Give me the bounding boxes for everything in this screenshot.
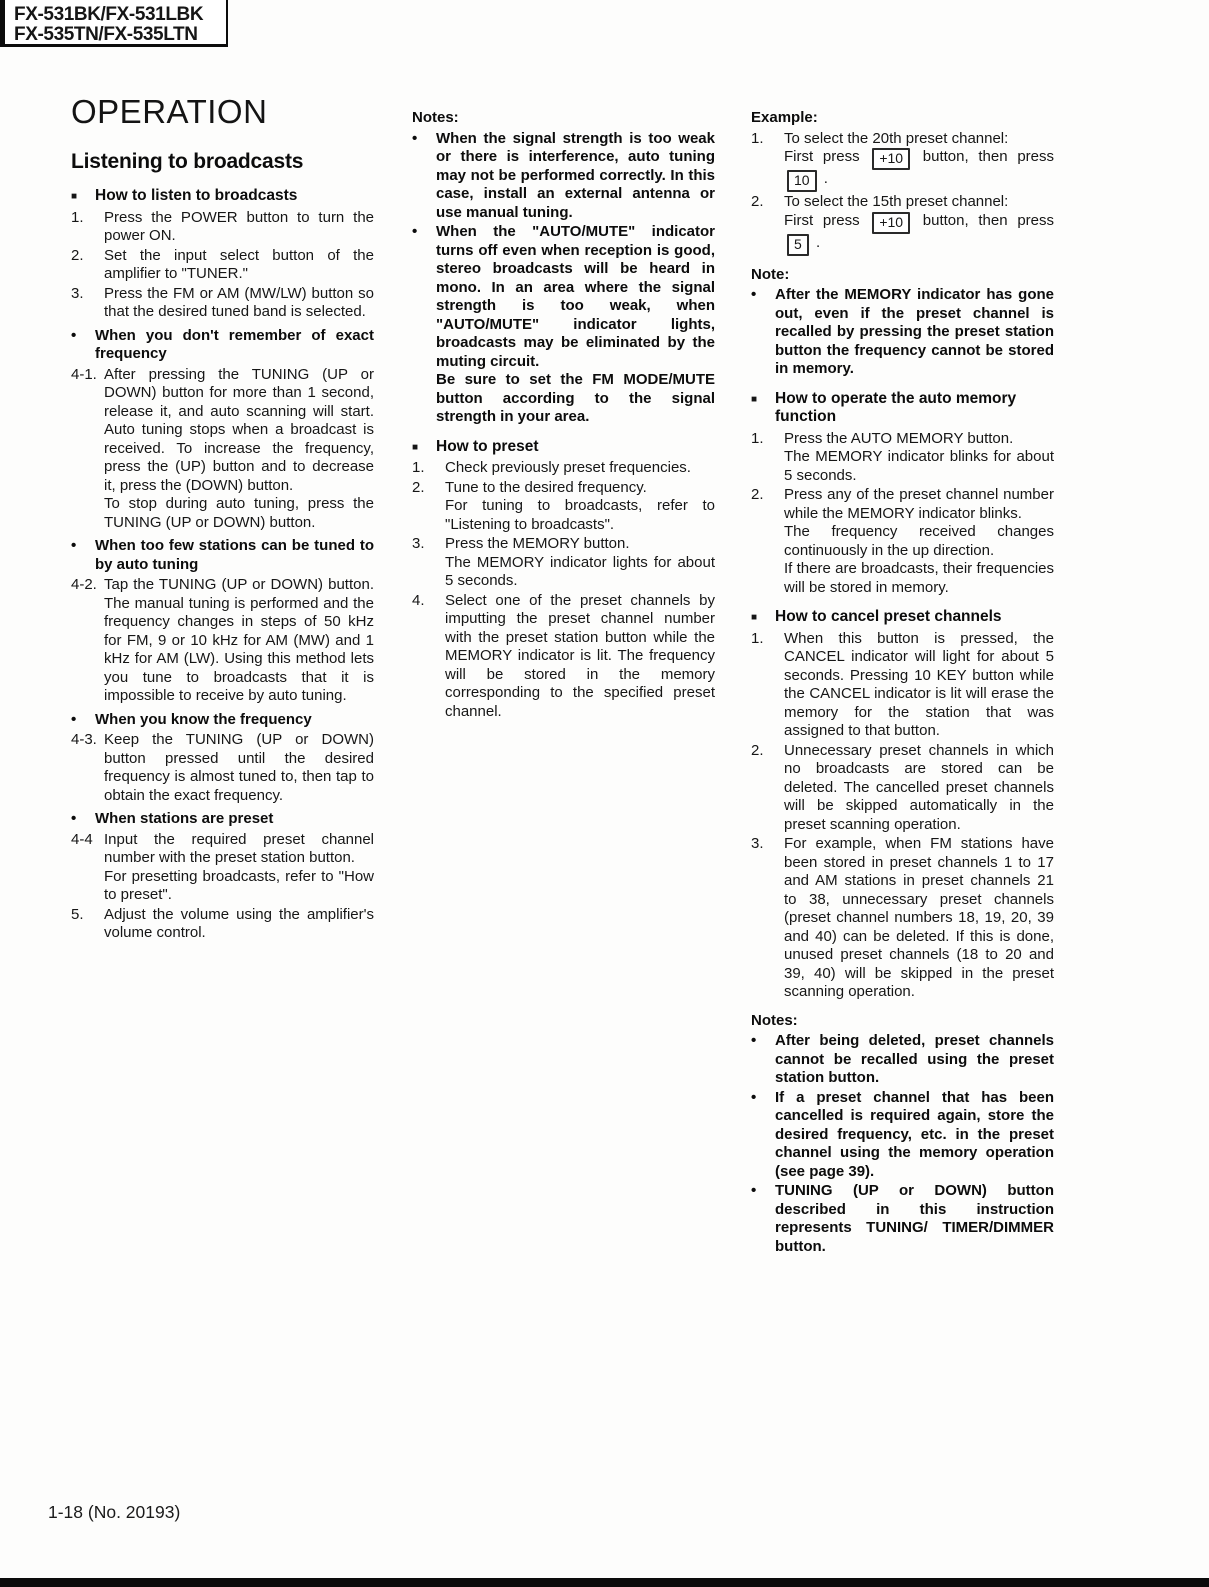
item-number: 4-2. (71, 576, 97, 593)
item-text (784, 193, 1054, 256)
list-item (751, 130, 1054, 193)
paragraph: Press the POWER button to turn the power ON. (104, 208, 374, 244)
square-marker: ■ (751, 393, 758, 405)
model-line-1: FX-531BK/FX-531LBK (14, 4, 204, 25)
note-item (751, 1089, 1054, 1182)
item-number: 3. (71, 284, 84, 302)
item-number: 3. (412, 535, 425, 552)
paragraph: If a preset channel that has been cancelled is required again, store the desired frequency, etc. in the preset channel using the memory operation (see page 39). (775, 1088, 1054, 1180)
bullet-marker: • (412, 129, 418, 147)
paragraph: How to preset (436, 437, 539, 455)
item-text (95, 187, 374, 206)
bullet-marker: • (71, 537, 77, 554)
note-label: Notes: (751, 1011, 798, 1029)
paragraph: How to operate the auto memory function (775, 389, 1017, 425)
item-number: 2. (71, 246, 84, 264)
item-number: 2. (751, 741, 764, 759)
bullet-marker: • (751, 1088, 757, 1106)
model-line-2: FX-535TN/FX-535LTN (14, 24, 198, 45)
square-marker: ■ (412, 441, 419, 453)
paragraph: First press +10 button, then press 5 . (784, 212, 1054, 256)
item-number: 1. (751, 629, 764, 647)
bullet-marker: • (751, 1032, 757, 1049)
item-number: 2. (412, 478, 425, 496)
paragraph: The MEMORY indicator lights for about 5 seconds. (445, 553, 715, 589)
list-item (751, 486, 1054, 597)
paragraph: Adjust the volume using the amplifier's volume control. (104, 905, 374, 941)
list-item (412, 535, 715, 591)
paragraph: Press the FM or AM (MW/LW) button so that the desired tuned band is selected. (104, 284, 374, 320)
paragraph: For presetting broadcasts, refer to "How to preset". (104, 867, 374, 903)
list-item (751, 630, 1054, 741)
paragraph: How to cancel preset channels (775, 608, 1002, 625)
column-3 (751, 99, 1054, 1257)
paragraph: When this button is pressed, the CANCEL indicator will light for about 5 seconds. Pressing 10 KEY button while the CANCEL indicator is lit will erase the memory for the station that was assigned to that button. (784, 629, 1054, 739)
list-item (412, 459, 715, 478)
item-number: 1. (751, 129, 764, 147)
paragraph: When you know the frequency (95, 710, 312, 728)
paragraph: For tuning to broadcasts, refer to "Listening to broadcasts". (445, 497, 715, 533)
bullet-marker: • (751, 286, 757, 303)
square-marker: ■ (71, 191, 78, 202)
item-text (775, 1182, 1054, 1256)
item-text (104, 247, 374, 284)
paragraph: To select the 15th preset channel: (784, 193, 1009, 210)
paragraph: Press the MEMORY button. (445, 535, 630, 552)
list-item (71, 285, 374, 322)
keycap-5: 5 (787, 234, 809, 256)
paragraph: Set the input select button of the amplifier to "TUNER." (104, 246, 374, 282)
list-item (71, 576, 374, 706)
paragraph: How to listen to broadcasts (95, 187, 298, 204)
item-text (436, 438, 715, 457)
item-number: 1. (71, 208, 84, 226)
column-1 (71, 150, 374, 944)
paragraph: When the signal strength is too weak or there is interference, auto tuning may not be performed correctly. In this case, install an external antenna or use manual tuning. (436, 129, 715, 221)
paragraph: The frequency received changes continuously in the up direction. (784, 523, 1054, 559)
subsection-heading (412, 438, 715, 457)
paragraph: TUNING (UP or DOWN) button described in this instruction represents TUNING/ TIMER/DIMMER button. (775, 1182, 1054, 1255)
bullet-heading (71, 711, 374, 730)
item-text (436, 223, 715, 427)
item-text (784, 742, 1054, 835)
item-text (104, 209, 374, 246)
note-item (751, 1182, 1054, 1256)
note-item (751, 1032, 1054, 1088)
bullet-heading (71, 810, 374, 829)
bullet-marker: • (71, 326, 77, 344)
item-text (104, 731, 374, 805)
paragraph: Keep the TUNING (UP or DOWN) button pressed until the desired frequency is almost tuned to, then tap to obtain the exact frequency. (104, 731, 374, 804)
keycap-+10: +10 (872, 212, 910, 234)
item-text (95, 810, 374, 829)
paragraph: Be sure to set the FM MODE/MUTE button according to the signal strength in your area. (436, 371, 715, 425)
paragraph: For example, when FM stations have been stored in preset channels 1 to 17 and AM stations in preset channels 21 to 38, unnecessary preset channels (preset channel numbers 18, 19, 20, 39 and 40) can be deleted. If this is done, unused preset channels (18 to 20 and 39, 40) will be skipped in the preset scanning operation. (784, 835, 1054, 1000)
section-title: Listening to broadcasts (71, 150, 304, 173)
item-text (95, 327, 374, 364)
paragraph: When you don't remember of exact frequency (95, 326, 374, 362)
paragraph: To stop during auto tuning, press the TUNING (UP or DOWN) button. (104, 495, 374, 531)
list-item (412, 592, 715, 722)
page-number: 1-18 (No. 20193) (48, 1502, 181, 1522)
item-text (784, 130, 1054, 193)
list-item (751, 835, 1054, 1002)
bullet-heading (71, 327, 374, 364)
bullet-marker: • (71, 810, 77, 827)
paragraph: If there are broadcasts, their frequencies will be stored in memory. (784, 560, 1054, 596)
item-text (784, 486, 1054, 597)
item-number: 4. (412, 591, 425, 609)
bullet-marker: • (71, 710, 77, 728)
note-label: Example: (751, 109, 818, 126)
paragraph: First press +10 button, then press 10 . (784, 148, 1054, 192)
list-item (71, 906, 374, 943)
list-item (71, 831, 374, 905)
item-text (784, 835, 1054, 1002)
subsection-heading (751, 608, 1054, 627)
subsection-heading (751, 390, 1054, 427)
item-text (775, 390, 1054, 427)
note-label: Note: (751, 265, 790, 283)
keycap-+10: +10 (872, 148, 910, 170)
paragraph: When too few stations can be tuned to by auto tuning (95, 537, 374, 573)
paragraph: Input the required preset channel number with the preset station button. (104, 830, 374, 866)
item-text (784, 630, 1054, 741)
paragraph: Tune to the desired frequency. (445, 478, 647, 496)
item-text (104, 576, 374, 706)
item-text (104, 285, 374, 322)
column-2 (412, 99, 715, 722)
item-number: 4-1. (71, 365, 97, 383)
note-label: Notes: (412, 109, 459, 126)
paragraph: Press the AUTO MEMORY button. (784, 429, 1014, 447)
paragraph: Tap the TUNING (UP or DOWN) button. The manual tuning is performed and the frequency changes in steps of 50 kHz for FM, 9 or 10 kHz for AM (MW) and 1 kHz for AM (LW). Using this method lets you tune to broadcasts that it is impossible to receive by auto tuning. (104, 576, 374, 704)
square-marker: ■ (751, 612, 758, 623)
paragraph: To select the 20th preset channel: (784, 129, 1009, 147)
list-item (751, 430, 1054, 486)
item-text (775, 1089, 1054, 1182)
note-item (412, 223, 715, 427)
item-text (95, 711, 374, 730)
item-text (104, 831, 374, 905)
note-item (751, 286, 1054, 379)
item-text (775, 286, 1054, 379)
note-item (412, 130, 715, 223)
bullet-marker: • (412, 223, 418, 240)
item-text (104, 366, 374, 533)
item-text (436, 130, 715, 223)
subsection-heading (71, 187, 374, 206)
bullet-heading (71, 537, 374, 574)
item-number: 5. (71, 905, 84, 923)
paragraph: When stations are preset (95, 810, 274, 827)
item-text (445, 535, 715, 591)
keycap-10: 10 (787, 170, 817, 192)
bottom-rule (0, 1578, 1209, 1587)
model-number-box (0, 0, 228, 47)
list-item (71, 731, 374, 805)
list-item (751, 742, 1054, 835)
paragraph: Check previously preset frequencies. (445, 459, 691, 476)
paragraph: Press any of the preset channel number while the MEMORY indicator blinks. (784, 486, 1054, 522)
item-number: 4-4 (71, 830, 93, 848)
list-item (71, 209, 374, 246)
bullet-marker: • (751, 1182, 757, 1199)
item-text (775, 1032, 1054, 1088)
item-text (445, 459, 715, 478)
item-number: 1. (412, 459, 425, 476)
paragraph: When the "AUTO/MUTE" indicator turns off even when reception is good, stereo broadcasts will be heard in mono. In an area where the signal strength is too weak, when "AUTO/MUTE" indicator lights, broadcasts may be eliminated by the muting circuit. (436, 223, 715, 370)
paragraph: Select one of the preset channels by imputting the preset channel number with the preset station button while the MEMORY indicator is lit. The frequency will be stored in the memory corresponding to the specified preset channel. (445, 591, 715, 720)
paragraph: The MEMORY indicator blinks for about 5 seconds. (784, 448, 1054, 484)
list-item (71, 247, 374, 284)
item-text (775, 608, 1054, 627)
item-number: 2. (751, 486, 764, 503)
item-text (104, 906, 374, 943)
item-number: 2. (751, 193, 764, 210)
list-item (751, 193, 1054, 256)
item-number: 3. (751, 835, 764, 852)
paragraph: Unnecessary preset channels in which no broadcasts are stored can be deleted. The cancelled preset channels will be skipped automatically in the preset scanning operation. (784, 741, 1054, 833)
item-text (95, 537, 374, 574)
page-title: OPERATION (71, 93, 268, 130)
item-text (445, 479, 715, 535)
paragraph: After pressing the TUNING (UP or DOWN) button for more than 1 second, release it, and auto scanning will start. Auto tuning stops when a broadcast is received. To increase the frequency, press the (UP) button and to decrease it, press the (DOWN) button. (104, 365, 374, 494)
list-item (71, 366, 374, 533)
item-number: 4-3. (71, 731, 97, 748)
item-number: 1. (751, 429, 764, 447)
paragraph: After being deleted, preset channels cannot be recalled using the preset station button. (775, 1032, 1054, 1086)
item-text (445, 592, 715, 722)
paragraph: After the MEMORY indicator has gone out, even if the preset channel is recalled by pressing the preset station button the frequency cannot be stored in memory. (775, 286, 1054, 377)
item-text (784, 430, 1054, 486)
list-item (412, 479, 715, 535)
